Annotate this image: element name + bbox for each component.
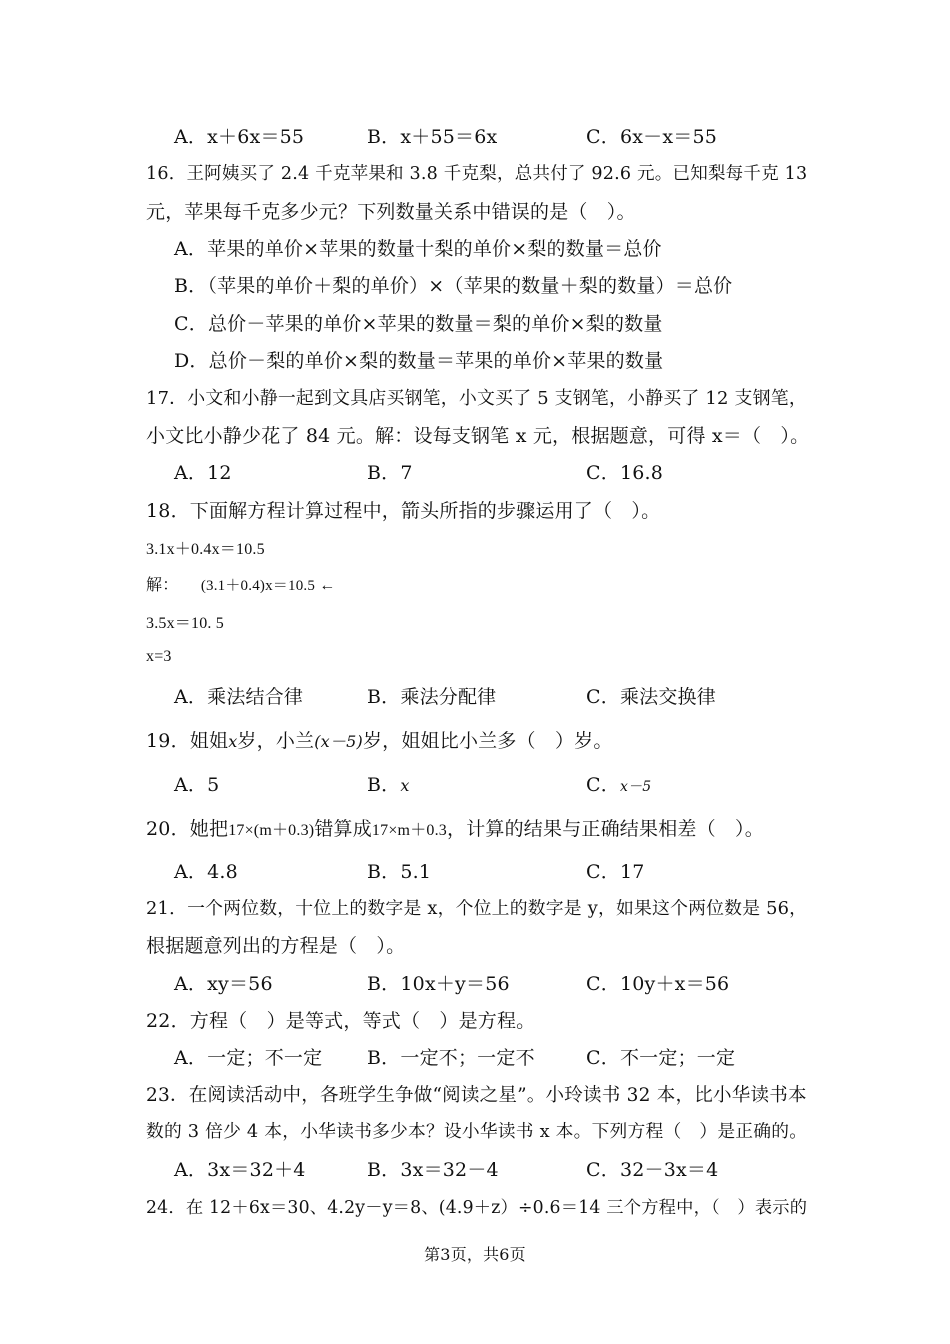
q23-option-c[interactable]: C．32－3x＝4 [586,1159,719,1181]
q15-options [174,122,934,150]
q15-option-c[interactable]: C．6x－x＝55 [586,126,718,148]
q23-option-a[interactable]: A．3x＝32＋4 [174,1159,306,1181]
page-footer: 第3页，共6页 [424,1245,526,1264]
q20-option-b[interactable]: B．5.1 [367,861,432,883]
q24-text-line1: 24．在 12＋6x＝30、4.2y－y＝8、(4.9＋z）÷0.6＝14 三个方程中，（ ）表示的 [146,1198,808,1218]
q19-suffix: 岁，姐姐比小兰多（ ）岁。 [362,730,613,752]
q20-options [174,857,934,885]
q20-text-line1 [146,814,814,841]
q16-text-line2: 元，苹果每千克多少元？下列数量关系中错误的是（ ）。 [146,201,636,223]
q17-option-c[interactable]: C．16.8 [586,462,664,484]
q19-option-b-math: x [400,776,410,795]
q23-options [174,1155,934,1183]
q19-text-line1 [146,726,814,753]
q20-option-a[interactable]: A．4.8 [174,861,238,883]
q22-option-c[interactable]: C．不一定；一定 [586,1047,736,1069]
q19-paren-expr: (x－5) [314,732,363,751]
q20-option-c[interactable]: C．17 [586,861,645,883]
q16-text-line1: 16．王阿姨买了 2.4 千克苹果和 3.8 千克梨，总共付了 92.6 元。已知梨每千克 13 [146,164,808,184]
q22-option-a[interactable]: A．一定；不一定 [174,1047,323,1069]
q19-var-x: x [228,732,238,751]
q21-option-c[interactable]: C．10y＋x＝56 [586,973,730,995]
q19-option-c[interactable] [586,770,651,797]
q17-text-line2: 小文比小静少花了 84 元。解：设每支钢笔 x 元，根据题意，可得 x＝（ ）。 [146,425,810,447]
q21-options [174,969,934,997]
q19-option-c-label: C． [586,774,620,796]
q20-expr1: 17×(m＋0.3) [228,822,315,839]
q20-mid: 错算成 [314,818,372,840]
q18-text-line1: 18．下面解方程计算过程中，箭头所指的步骤运用了（ ）。 [146,500,661,522]
q18-step2-math: (3.1＋0.4)x＝10.5 [200,578,316,594]
q19-prefix: 19．姐姐 [146,730,229,752]
q19-option-b[interactable] [367,770,410,797]
q18-step1: 3.1x＋0.4x＝10.5 [146,541,265,558]
q21-text-line1: 21．一个两位数，十位上的数字是 x，个位上的数字是 y，如果这个两位数是 56， [146,898,808,919]
q21-option-b[interactable]: B．10x＋y＝56 [367,973,510,995]
q18-option-a[interactable]: A．乘法结合律 [174,686,304,708]
q18-step2 [146,572,814,595]
q22-text-line1: 22．方程（ ）是等式，等式（ ）是方程。 [146,1010,536,1032]
q17-option-a[interactable]: A．12 [174,462,232,484]
q18-step2-label: 解： [146,577,179,594]
q20-suffix: ，计算的结果与正确结果相差（ ）。 [447,818,764,840]
q17-option-b[interactable]: B．7 [367,462,413,484]
q15-option-a[interactable]: A．x＋6x＝55 [174,126,305,148]
q19-option-a[interactable]: A．5 [174,774,220,796]
q23-text-line1: 23．在阅读活动中，各班学生争做“阅读之星”。小玲读书 32 本，比小华读书本 [146,1085,807,1106]
q16-option-a[interactable]: A．苹果的单价×苹果的数量十梨的单价×梨的数量＝总价 [174,238,662,260]
q23-text-line2: 数的 3 倍少 4 本，小华读书多少本？设小华读书 x 本。下列方程（ ）是正确的。 [146,1122,808,1142]
q21-option-a[interactable]: A．xy＝56 [174,973,273,995]
q20-prefix: 20．她把 [146,818,229,840]
q17-options [174,458,934,486]
q16-option-d[interactable]: D．总价－梨的单价×梨的数量＝苹果的单价×苹果的数量 [174,350,664,372]
q22-options [174,1043,934,1071]
q21-text-line2: 根据题意列出的方程是（ ）。 [146,935,406,957]
q18-option-c[interactable]: C．乘法交换律 [586,686,716,708]
q18-step3: 3.5x＝10. 5 [146,615,224,632]
q19-option-b-label: B． [367,774,401,796]
q22-option-b[interactable]: B．一定不；一定不 [367,1047,535,1069]
q18-options [174,682,934,710]
q19-mid: 岁，小兰 [237,730,315,752]
q17-text-line1: 17．小文和小静一起到文具店买钢笔，小文买了 5 支钢笔，小静买了 12 支钢笔， [146,388,807,409]
q19-options [174,770,934,798]
q23-option-b[interactable]: B．3x＝32－4 [367,1159,499,1181]
q18-option-b[interactable]: B．乘法分配律 [367,686,497,708]
q20-expr2: 17×m＋0.3 [371,822,447,839]
q18-step4: x=3 [146,648,172,665]
arrow-left-icon: ← [319,577,336,594]
q16-option-c[interactable]: C．总价－苹果的单价×苹果的数量＝梨的单价×梨的数量 [174,313,663,335]
q19-option-c-math: x－5 [619,779,652,795]
q15-option-b[interactable]: B．x＋55＝6x [367,126,498,148]
q16-option-b[interactable]: B．（苹果的单价＋梨的单价）×（苹果的数量＋梨的数量）＝总价 [174,275,733,297]
